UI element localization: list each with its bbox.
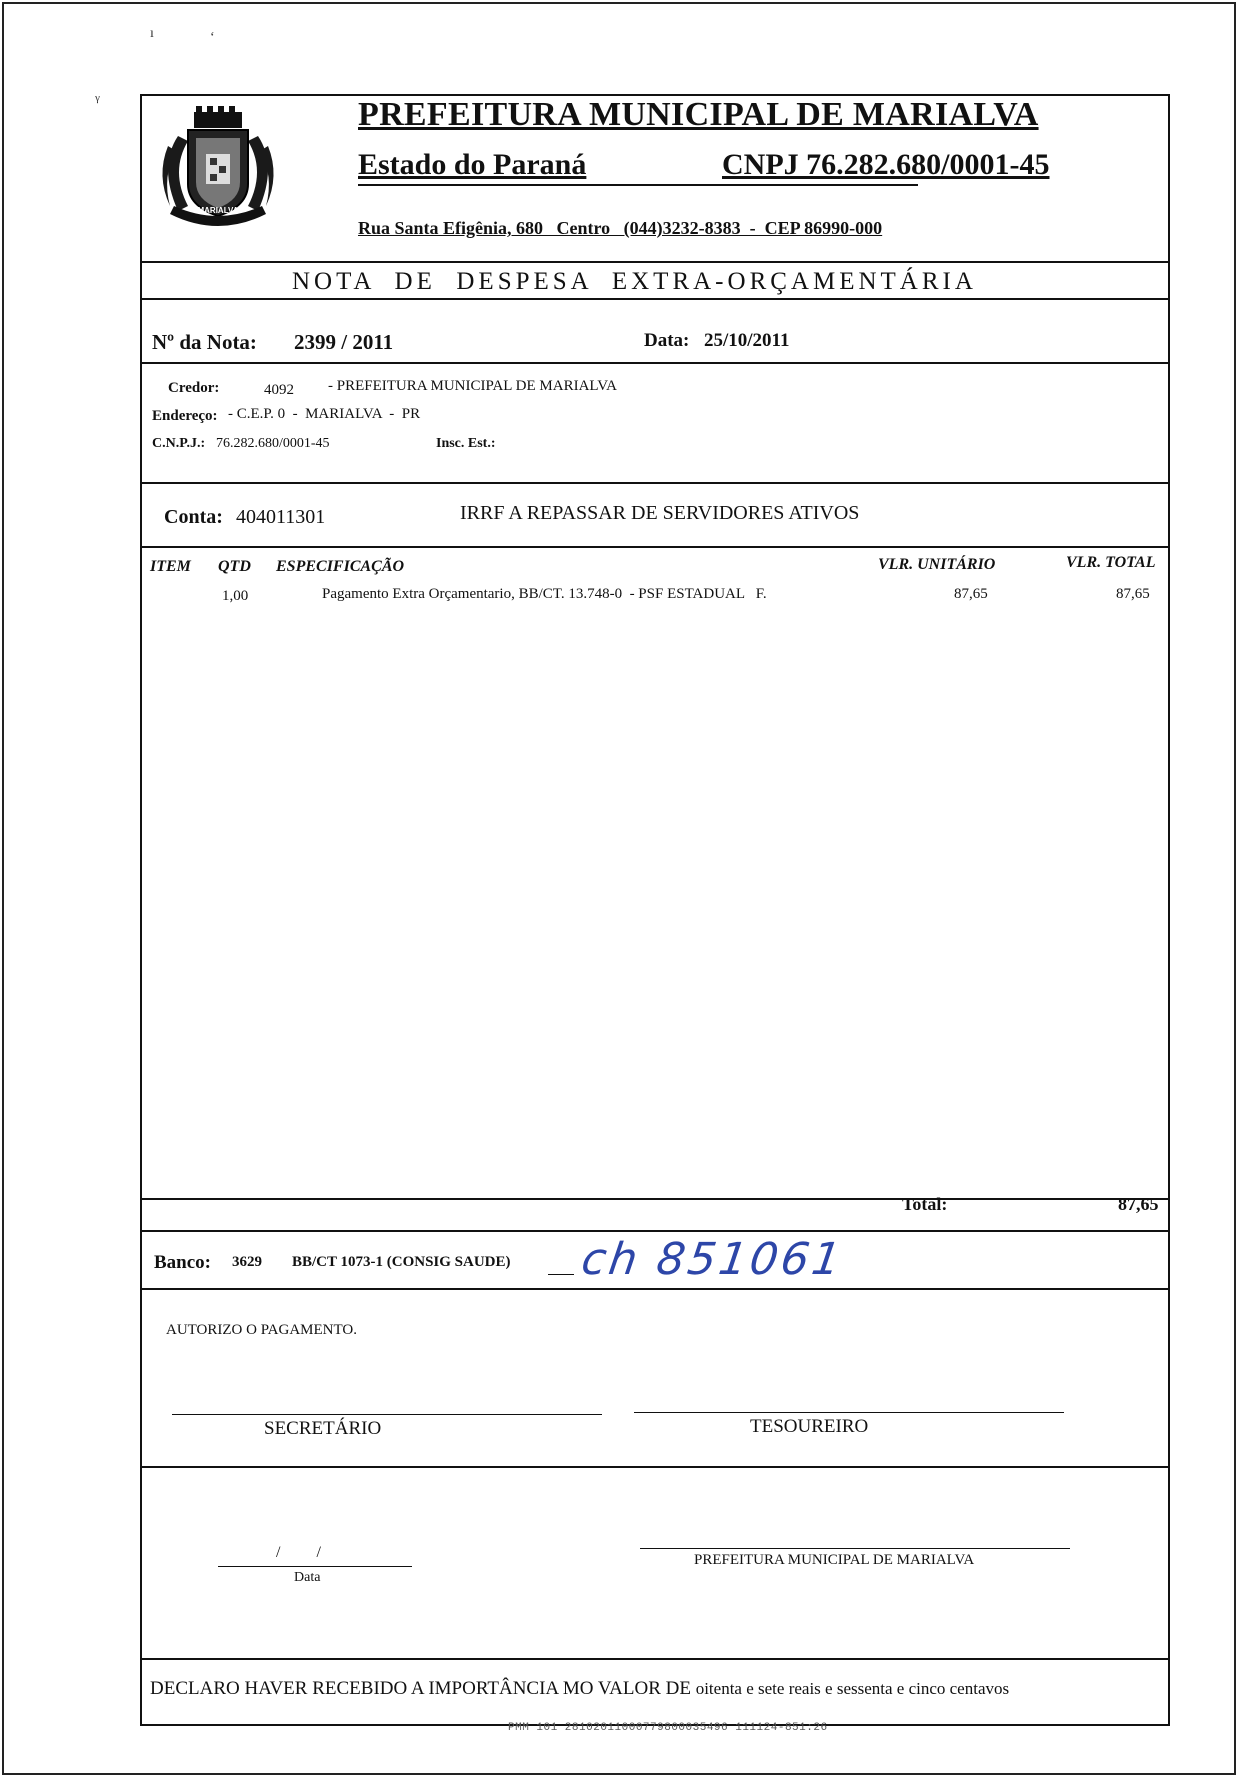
creditor-address: - C.E.P. 0 - MARIALVA - PR (228, 406, 421, 422)
declaration-amount-words: oitenta e sete reais e sessenta e cinco centavos (695, 1679, 1010, 1698)
divider (142, 1288, 1168, 1290)
divider (142, 261, 1168, 263)
item-qty: 1,00 (222, 588, 249, 604)
municipality-address: Rua Santa Efigênia, 680 Centro (044)3232-8383 - CEP 86990-000 (358, 218, 883, 238)
account-description: IRRF A REPASSAR DE SERVIDORES ATIVOS (460, 502, 860, 524)
footer-barcode-text: PMM 101 28102011000779800035496 111124-851:26 (508, 1722, 828, 1734)
state-name: Estado do Paraná (358, 148, 587, 181)
divider (142, 482, 1168, 484)
document-title: NOTA DE DESPESA EXTRA-ORÇAMENTÁRIA (292, 268, 977, 295)
address-label: Endereço: (152, 408, 218, 424)
table-row (142, 586, 1168, 612)
bank-label: Banco: (154, 1252, 211, 1273)
creditor-name: - PREFEITURA MUNICIPAL DE MARIALVA (328, 378, 617, 394)
total-value: 87,65 (1118, 1194, 1159, 1214)
creditor-cnpj-label: C.N.P.J.: (152, 436, 206, 451)
receipt-date-label: Data (294, 1570, 321, 1585)
state-registration-label: Insc. Est.: (436, 436, 496, 451)
bank-code: 3629 (232, 1254, 262, 1270)
note-date-label: Data: (644, 330, 690, 351)
coat-of-arms-logo (148, 106, 288, 241)
receipt-declaration (150, 1676, 1130, 1702)
receiver-name: PREFEITURA MUNICIPAL DE MARIALVA (694, 1552, 975, 1568)
secretary-signature-line (172, 1414, 602, 1415)
municipality-cnpj: CNPJ 76.282.680/0001-45 (722, 148, 1050, 181)
declaration-prefix: DECLARO HAVER RECEBIDO A IMPORTÂNCIA MO VALOR DE (150, 1678, 691, 1699)
note-number: 2399 / 2011 (294, 330, 394, 354)
account-label: Conta: (164, 506, 223, 528)
bank-dash-line (548, 1274, 574, 1275)
divider (142, 1466, 1168, 1468)
authorization-text: AUTORIZO O PAGAMENTO. (166, 1322, 357, 1338)
item-specification: Pagamento Extra Orçamentario, BB/CT. 13.748-0 - PSF ESTADUAL F. (322, 586, 767, 602)
item-total-value: 87,65 (1116, 586, 1150, 602)
creditor-code: 4092 (264, 382, 294, 398)
receipt-date-slashes: / / (276, 1544, 321, 1561)
scan-mark: ᵞ (95, 90, 100, 110)
crest-banner-text: MARIALVA (197, 206, 239, 215)
state-underline (358, 184, 918, 186)
municipality-title: PREFEITURA MUNICIPAL DE MARIALVA (358, 96, 1039, 133)
scan-mark: ʻ (210, 30, 215, 45)
account-number: 404011301 (236, 506, 326, 528)
bank-account: BB/CT 1073-1 (CONSIG SAUDE) (292, 1254, 511, 1270)
scan-mark: ı (150, 26, 154, 41)
divider (142, 362, 1168, 364)
divider (142, 1230, 1168, 1232)
divider (142, 546, 1168, 548)
receiver-signature-line (640, 1548, 1070, 1549)
divider (142, 1658, 1168, 1660)
divider (142, 298, 1168, 300)
divider (142, 1198, 1168, 1200)
item-unit-value: 87,65 (954, 586, 988, 602)
col-header-unit-value: VLR. UNITÁRIO (878, 556, 996, 573)
handwritten-check-number: ch 851061 (578, 1234, 847, 1285)
note-number-label: Nº da Nota: (152, 330, 257, 354)
total-label: Total: (902, 1194, 948, 1214)
secretary-label: SECRETÁRIO (264, 1418, 382, 1439)
expense-note-form (140, 94, 1170, 1726)
creditor-label: Credor: (168, 380, 220, 396)
note-date: 25/10/2011 (704, 330, 790, 351)
treasurer-signature-line (634, 1412, 1064, 1413)
treasurer-label: TESOUREIRO (750, 1416, 869, 1437)
creditor-cnpj: 76.282.680/0001-45 (216, 436, 330, 451)
col-header-total-value: VLR. TOTAL (1066, 554, 1156, 571)
receipt-date-line (218, 1566, 412, 1567)
col-header-specification: ESPECIFICAÇÃO (276, 558, 405, 575)
col-header-item: ITEM (150, 558, 191, 575)
col-header-qtd: QTD (218, 558, 251, 575)
